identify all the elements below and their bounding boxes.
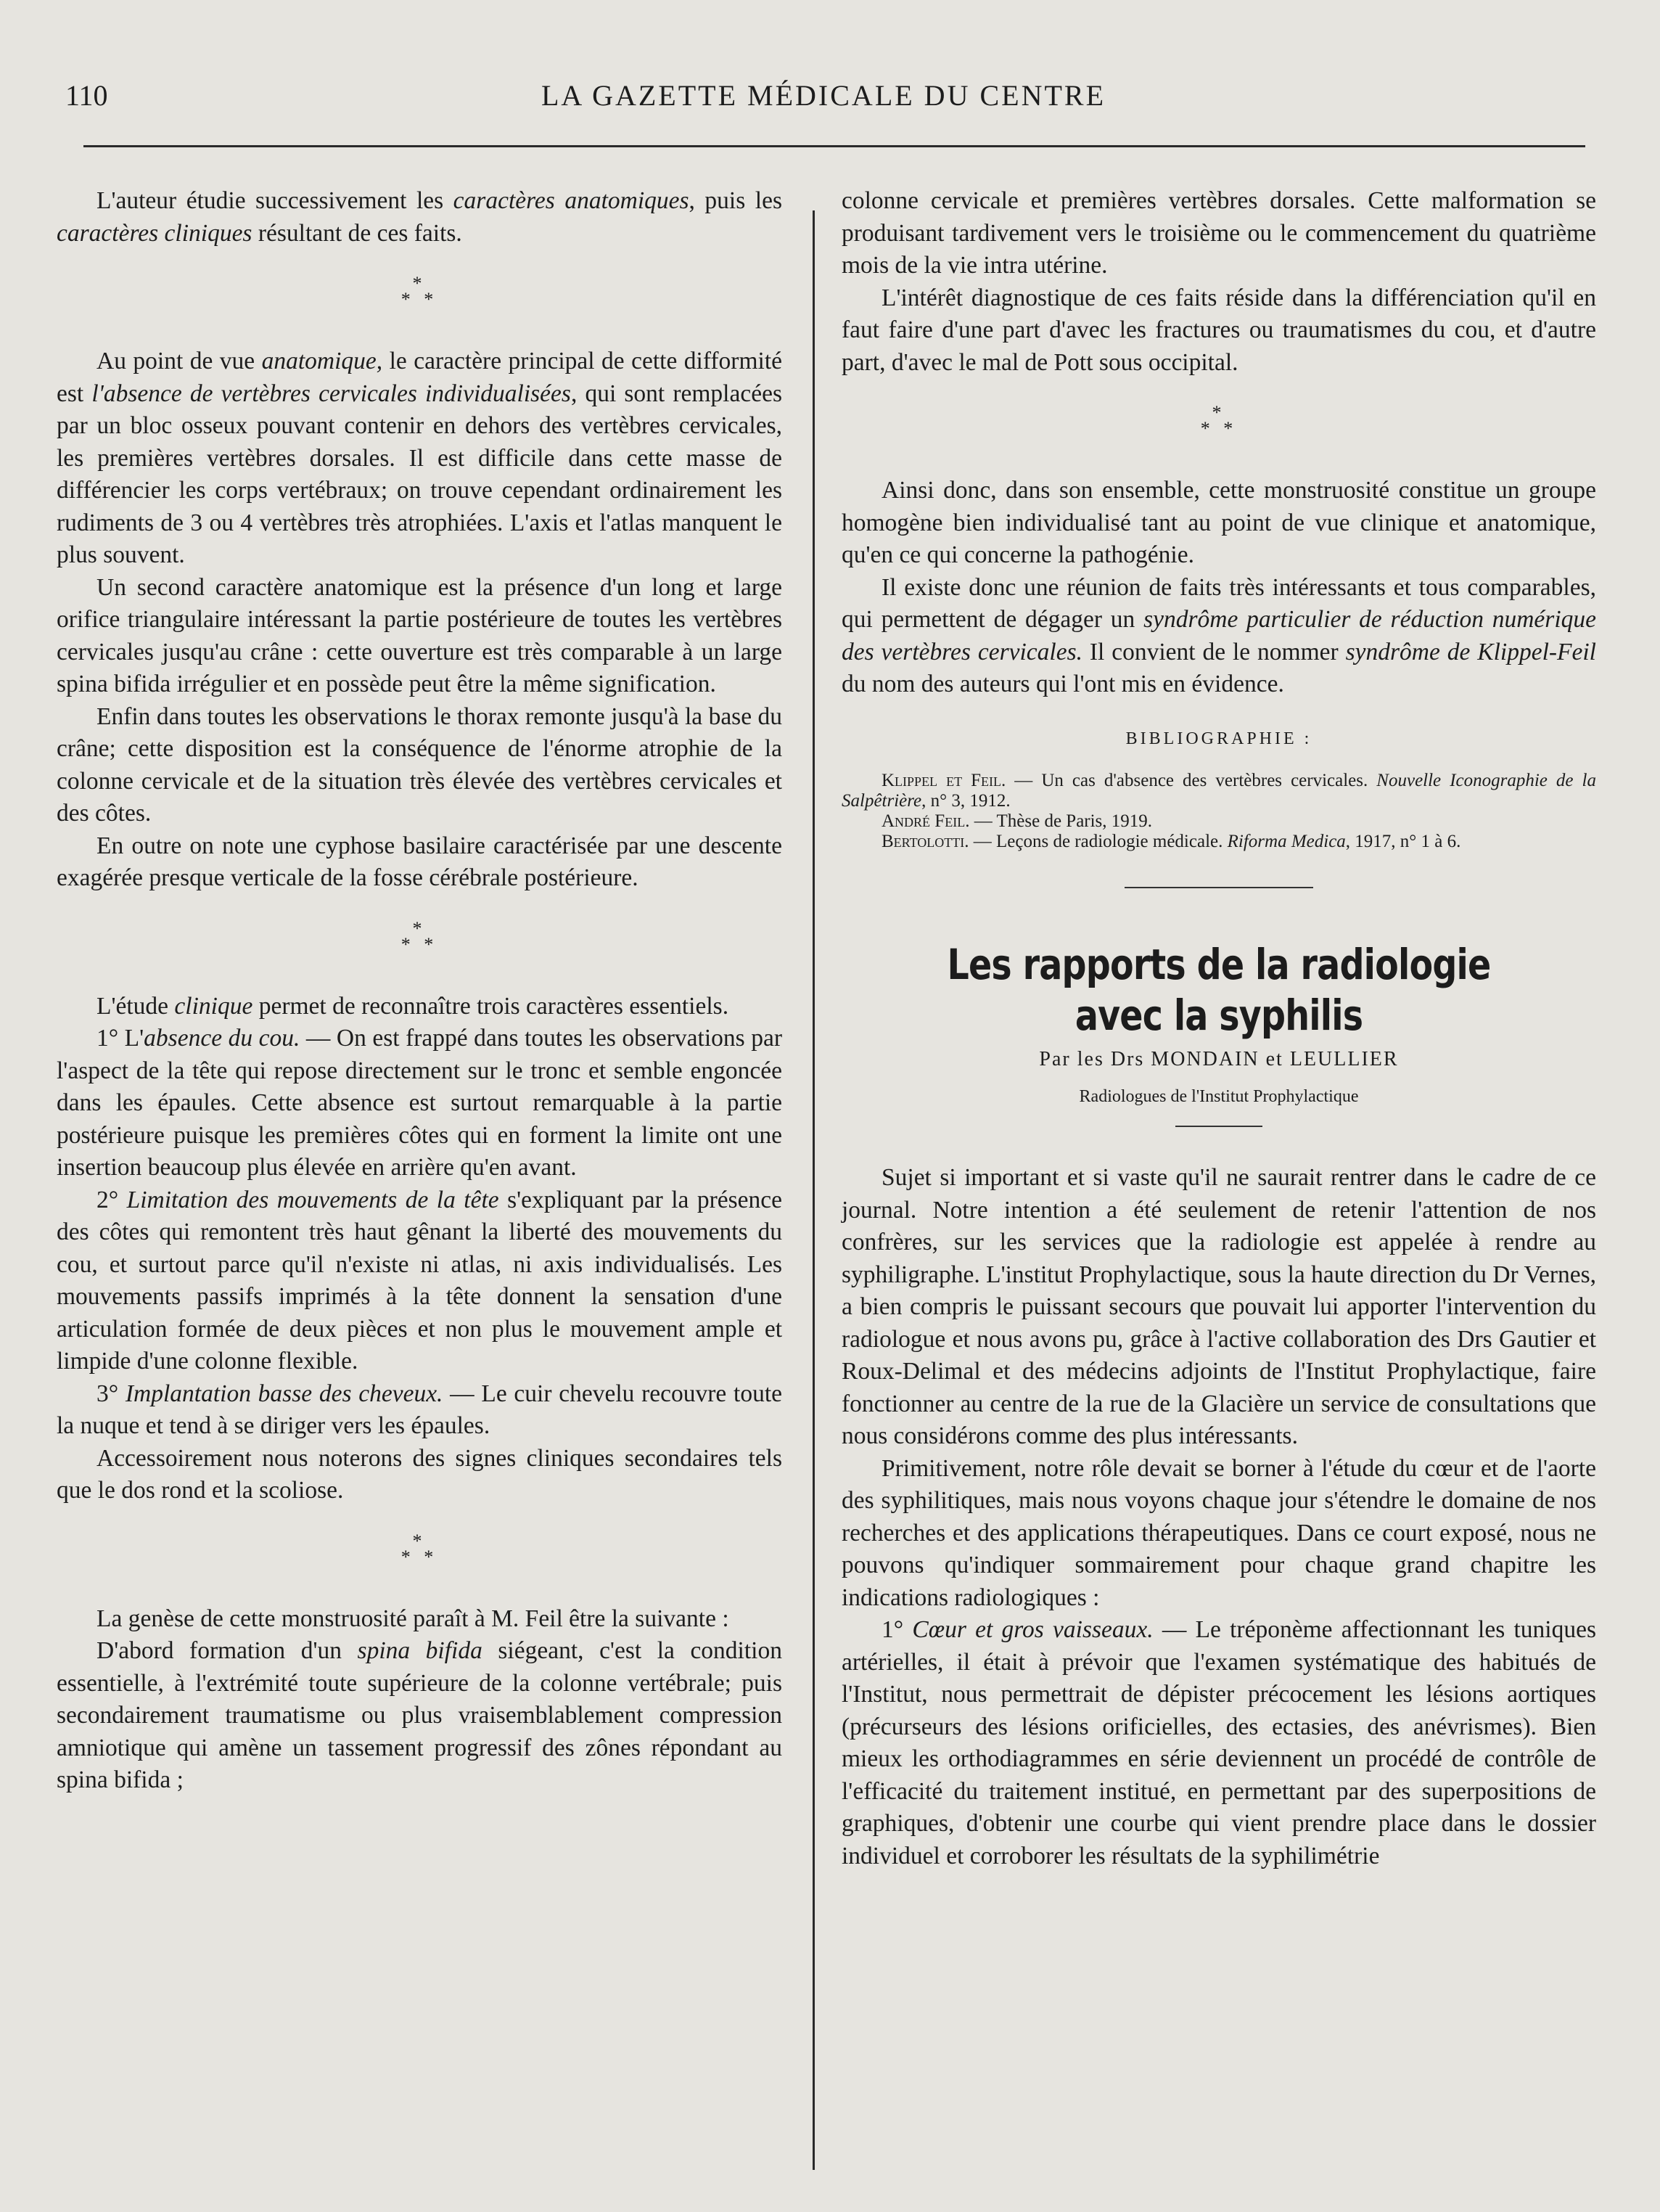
paragraph: colonne cervicale et premières vertèbres dorsales. Cette malformation se produisant tardivement vers le troisième ou le commencement du quatrième mois de la vie intra utérine. xyxy=(842,187,1596,279)
bibliography-entry: Bertolotti. — Leçons de radiologie médicale. Riforma Medica, 1917, n° 1 à 6. xyxy=(882,832,1461,851)
column-divider xyxy=(813,210,815,2170)
page-header xyxy=(65,78,1582,136)
paragraph: Enfin dans toutes les observations le thorax remonte jusqu'à la base du crâne; cette disposition est la conséquence de l'énorme atrophie de la colonne cervicale et de la situation très élevée des vertèbres cervicales et des côtes. xyxy=(57,702,782,827)
section-separator: * * * xyxy=(400,273,438,310)
paragraph: En outre on note une cyphose basilaire caractérisée par une descente exagérée presque verticale de la fosse cérébrale postérieure. xyxy=(57,832,782,891)
left-column xyxy=(57,185,782,1797)
section-separator: * * * xyxy=(1200,402,1238,439)
paragraph: L'auteur étudie successivement les caractères anatomiques, puis les caractères cliniques résultant de ces faits. xyxy=(57,187,782,247)
journal-title: LA GAZETTE MÉDICALE DU CENTRE xyxy=(541,79,1106,112)
paragraph: La genèse de cette monstruosité paraît à M. Feil être la suivante : xyxy=(96,1605,729,1632)
paragraph: 1° Cœur et gros vaisseaux. — Le tréponème affectionnant les tuniques artérielles, il était à prévoir que l'examen systématique des habitués de l'Institut, nous permettrait de dépister précocement les lésions aortiques (précurseurs des lésions orificielles, des ectasies, des anévrismes). Bien mieux les orthodiagrammes en série deviennent un procédé de contrôle de l'efficacité du traitement institué, en permettant par des superpositions de graphiques, d'obtenir une courbe qui vient prendre place dans le dossier individuel et corroborer les résultats de la syphilimétrie xyxy=(842,1616,1596,1869)
paragraph: 1° L'absence du cou. — On est frappé dans toutes les observations par l'aspect de la tête qui repose directement sur le tronc et semble engoncée dans les épaules. Cette absence est surtout remarquable à la partie postérieure puisque les premières côtes qui en forment la limite ont une insertion beaucoup plus élevée en arrière qu'en avant. xyxy=(57,1025,782,1181)
section-separator: * * * xyxy=(400,917,438,955)
byline-rule xyxy=(1175,1126,1262,1127)
article-title: Les rapports de la radiologie avec la syphilis xyxy=(947,940,1491,1040)
article-affiliation: Radiologues de l'Institut Prophylactique xyxy=(1079,1086,1359,1106)
paragraph: 3° Implantation basse des cheveux. — Le cuir chevelu recouvre toute la nuque et tend à se diriger vers les épaules. xyxy=(57,1380,782,1439)
paragraph: Un second caractère anatomique est la présence d'un long et large orifice triangulaire intéressant la partie postérieure de toutes les vertèbres cervicales jusqu'au crâne : cette ouverture est très comparable à un large spina bifida irrégulier et en possède peut être la même signification. xyxy=(57,573,782,697)
bibliography-entry: André Feil. — Thèse de Paris, 1919. xyxy=(882,811,1153,831)
bibliography-entry: Klippel et Feil. — Un cas d'absence des vertèbres cervicales. Nouvelle Iconographie de la Salpêtrière, n° 3, 1912. xyxy=(842,771,1597,811)
right-column xyxy=(842,185,1596,1872)
page-number: 110 xyxy=(65,79,108,112)
paragraph: L'intérêt diagnostique de ces faits réside dans la différenciation qu'il en faut faire d'une part d'avec les fractures ou traumatismes du cou, et d'autre part, d'avec le mal de Pott sous occipital. xyxy=(842,284,1596,376)
article-separator-rule xyxy=(1125,887,1313,888)
paragraph: Accessoirement nous noterons des signes cliniques secondaires tels que le dos rond et la scoliose. xyxy=(57,1444,782,1504)
section-separator: * * * xyxy=(400,1530,438,1568)
paragraph: D'abord formation d'un spina bifida siégeant, c'est la condition essentielle, à l'extrémité toute supérieure de la colonne vertébrale; puis secondairement traumatisme ou plus vraisemblablement compression amniotique qui amène un tassement progressif des zônes répondant au spina bifida ; xyxy=(57,1637,782,1793)
article-byline: Par les Drs MONDAIN et LEULLIER xyxy=(1039,1048,1399,1070)
header-rule xyxy=(83,145,1585,147)
paragraph: Au point de vue anatomique, le caractère principal de cette difformité est l'absence de vertèbres cervicales individualisées, qui sont remplacées par un bloc osseux pouvant contenir en dehors des vertèbres cervicales, les premières vertèbres dorsales. Il est difficile dans cette masse de différencier les corps vertébraux; on trouve cependant ordinairement les rudiments de 3 ou 4 vertèbres très atrophiées. L'axis et l'atlas manquent le plus souvent. xyxy=(57,348,783,568)
paragraph: L'étude clinique permet de reconnaître trois caractères essentiels. xyxy=(96,992,729,1020)
paragraph: Ainsi donc, dans son ensemble, cette monstruosité constitue un groupe homogène bien individualisé tant au point de vue clinique et anatomique, qu'en ce qui concerne la pathogénie. xyxy=(842,477,1596,568)
paragraph: Sujet si important et si vaste qu'il ne saurait rentrer dans le cadre de ce journal. Notre intention a été seulement de retenir l'attention de nos confrères, sur les services que la radiologie est appelée à rendre au syphiligraphe. L'institut Prophylactique, sous la haute direction du Dr Vernes, a bien compris le puissant secours que pouvait lui apporter l'intervention du radiologue et nous avons pu, grâce à l'active collaboration des Drs Gautier et Roux-Delimal et des médecins adjoints de l'Institut Prophylactique, faire fonctionner au centre de la rue de la Glacière un service de consultations que nous considérons comme des plus intéressants. xyxy=(842,1164,1597,1449)
bibliography-heading: BIBLIOGRAPHIE : xyxy=(1125,729,1312,748)
paragraph: 2° Limitation des mouvements de la tête s'expliquant par la présence des côtes qui remontent très haut gênant la liberté des mouvements du cou, et surtout parce qu'il n'existe ni atlas, ni axis individualisés. Les mouvements passifs imprimés à la tête donnent la sensation d'une articulation formée de deux pièces et non plus le mouvement ample et limpide d'une colonne flexible. xyxy=(57,1186,782,1375)
paragraph: Primitivement, notre rôle devait se borner à l'étude du cœur et de l'aorte des syphilitiques, mais nous voyons chaque jour s'étendre le domaine de nos recherches et des applications thérapeutiques. Dans ce court exposé, nous ne pouvons qu'indiquer sommairement pour chaque grand chapitre les indications radiologiques : xyxy=(842,1454,1596,1611)
paragraph: Il existe donc une réunion de faits très intéressants et tous comparables, qui permettent de dégager un syndrôme particulier de réduction numérique des vertèbres cervicales. Il convient de le nommer syndrôme de Klippel-Feil du nom des auteurs qui l'ont mis en évidence. xyxy=(842,573,1596,697)
